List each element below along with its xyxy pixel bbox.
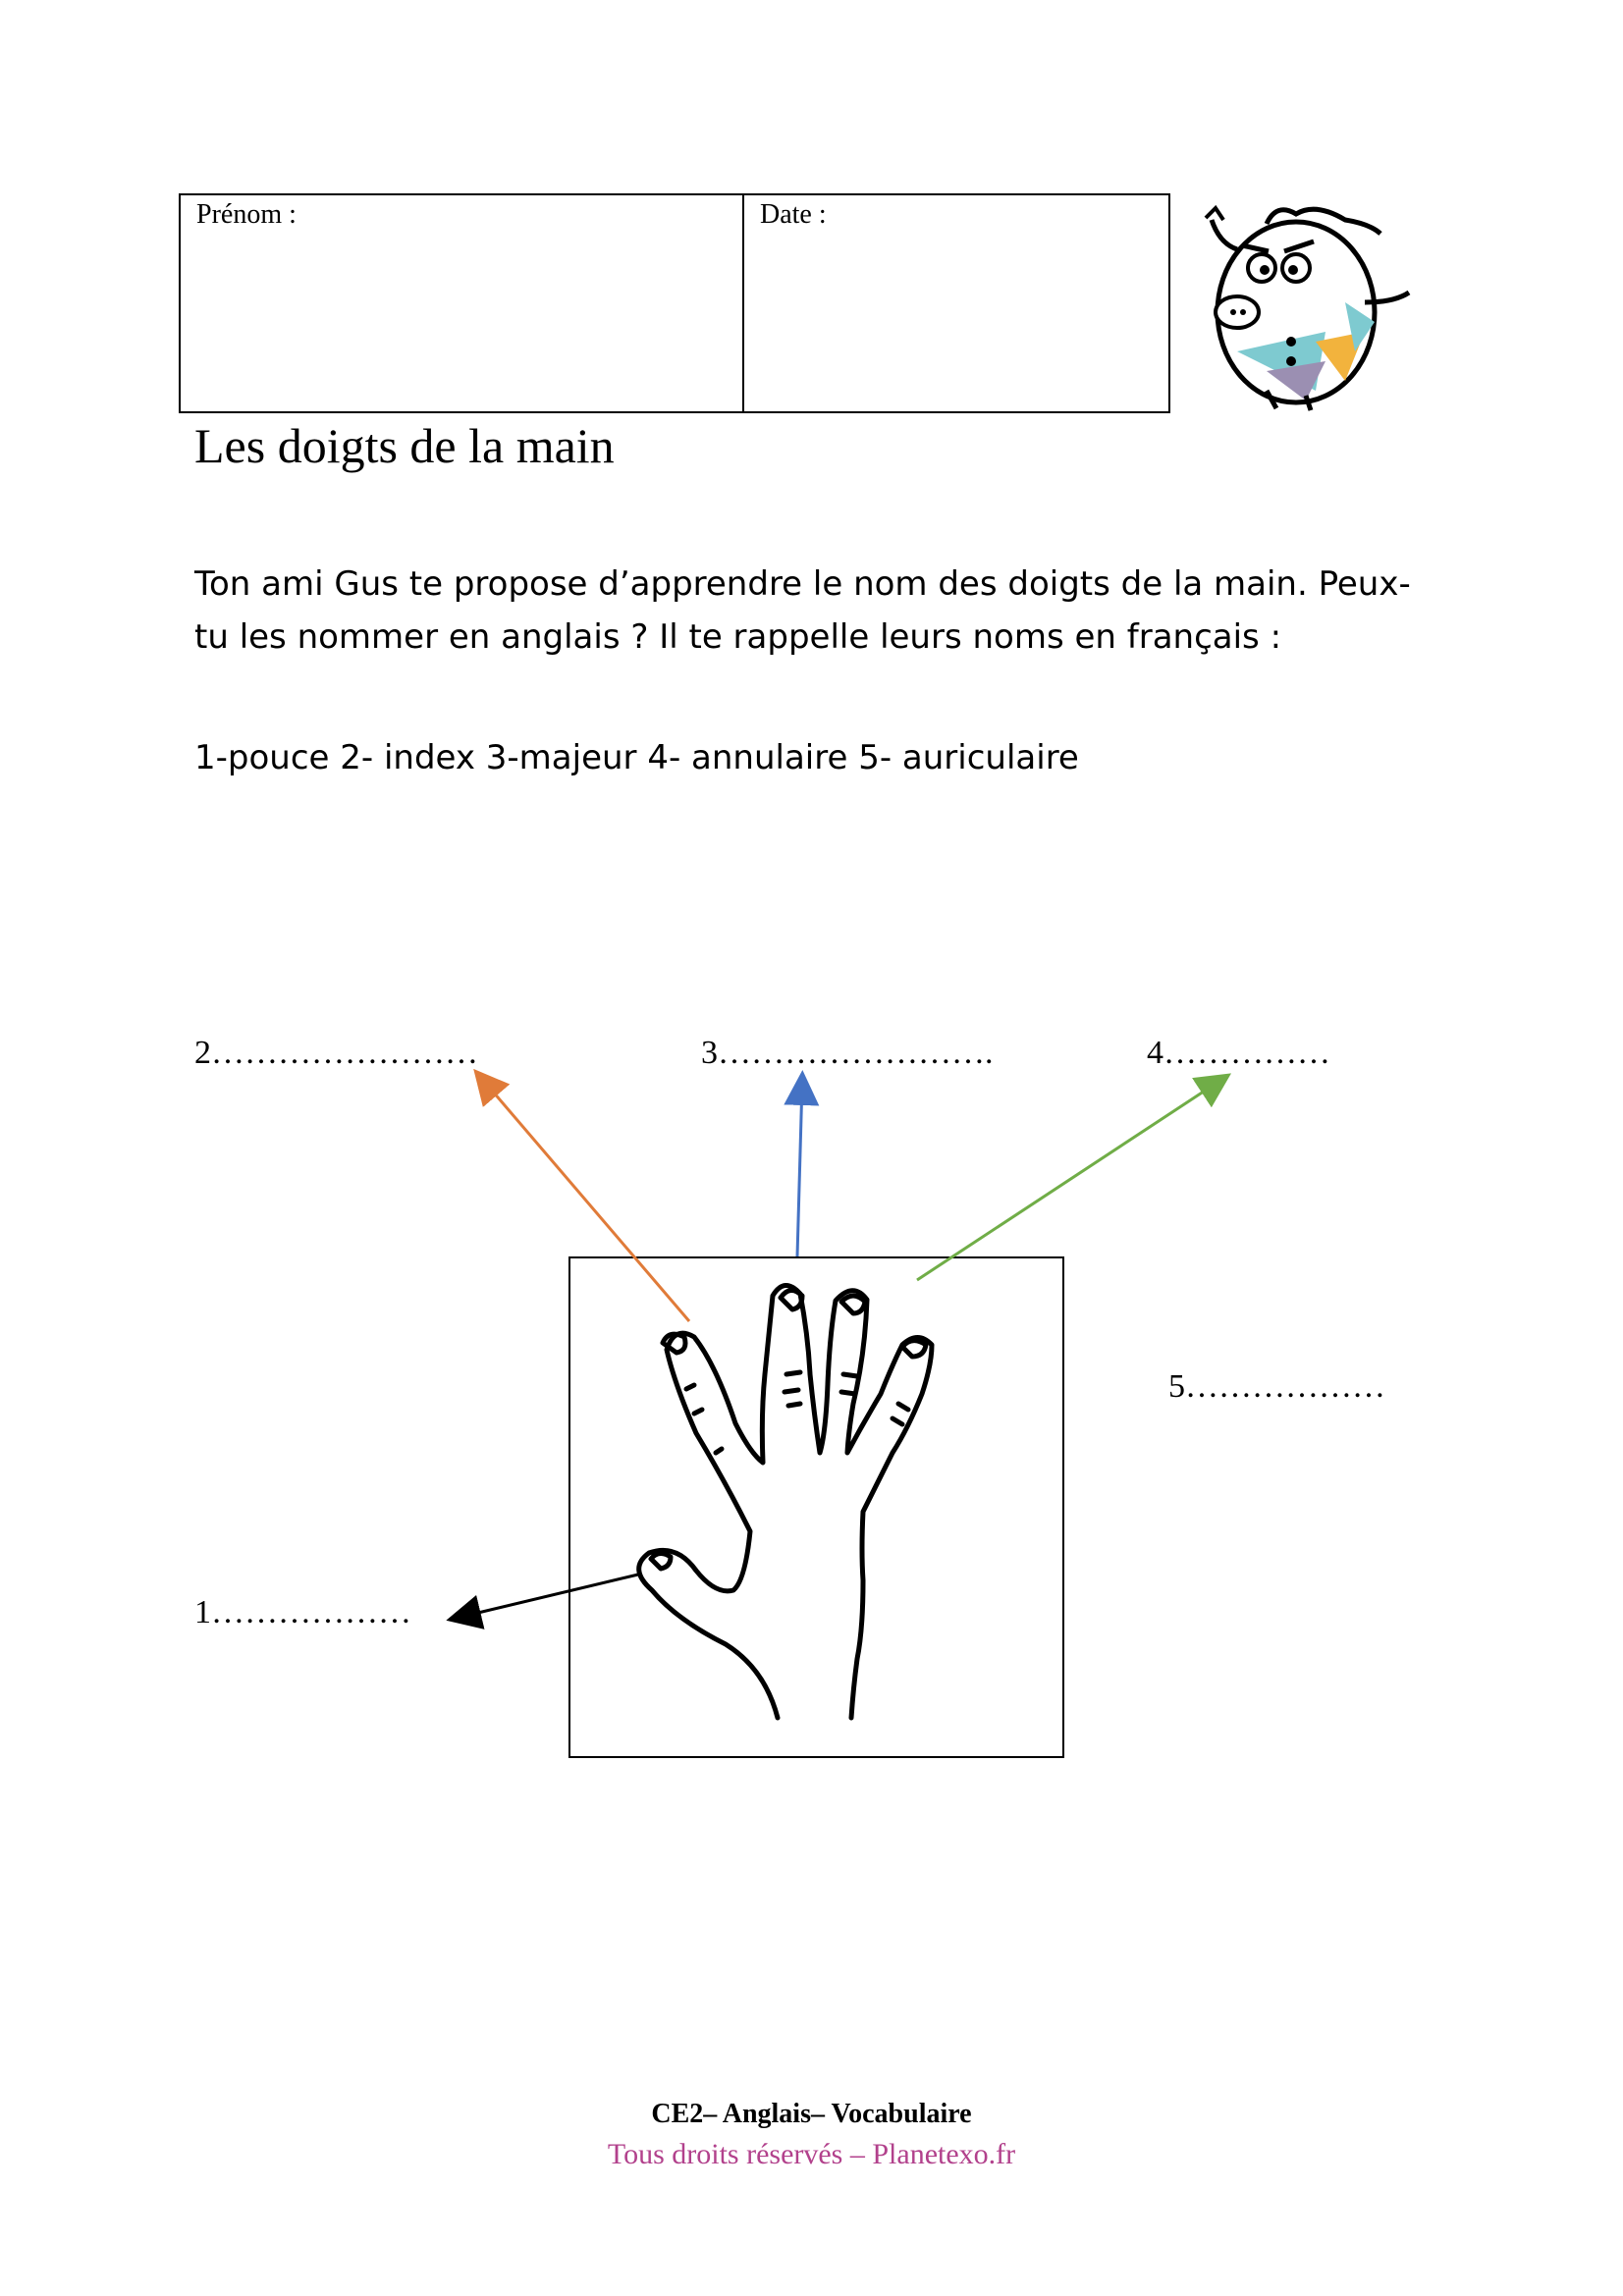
prenom-field[interactable] xyxy=(181,195,744,411)
header-table xyxy=(179,193,1170,413)
prenom-label: Prénom : xyxy=(196,199,297,230)
finger-names-list: 1-pouce 2- index 3-majeur 4- annulaire 5- auriculaire xyxy=(194,738,1079,777)
mascot-gus-illustration xyxy=(1198,194,1414,414)
date-label: Date : xyxy=(760,199,827,230)
answer-line-2[interactable]: 2…………………… xyxy=(194,1035,478,1071)
answer-line-4[interactable]: 4…………… xyxy=(1147,1035,1330,1071)
instructions-paragraph: Ton ami Gus te propose d’apprendre le nom des doigts de la main. Peux-tu les nommer en anglais ? Il te rappelle leurs noms en français : xyxy=(194,564,1411,657)
date-field[interactable] xyxy=(744,195,1168,411)
answer-line-1[interactable]: 1……………… xyxy=(194,1594,411,1630)
answer-line-3[interactable]: 3……………………. xyxy=(701,1035,994,1071)
footer-course-label: CE2– Anglais– Vocabulaire xyxy=(651,2099,972,2129)
answer-line-5[interactable]: 5……………… xyxy=(1168,1368,1385,1405)
ring-arrow xyxy=(917,1080,1221,1280)
hand-illustration xyxy=(568,1256,1064,1758)
footer-copyright: Tous droits réservés – Planetexo.fr xyxy=(607,2138,1016,2170)
middle-arrow xyxy=(797,1082,802,1256)
page-title: Les doigts de la main xyxy=(194,418,615,473)
